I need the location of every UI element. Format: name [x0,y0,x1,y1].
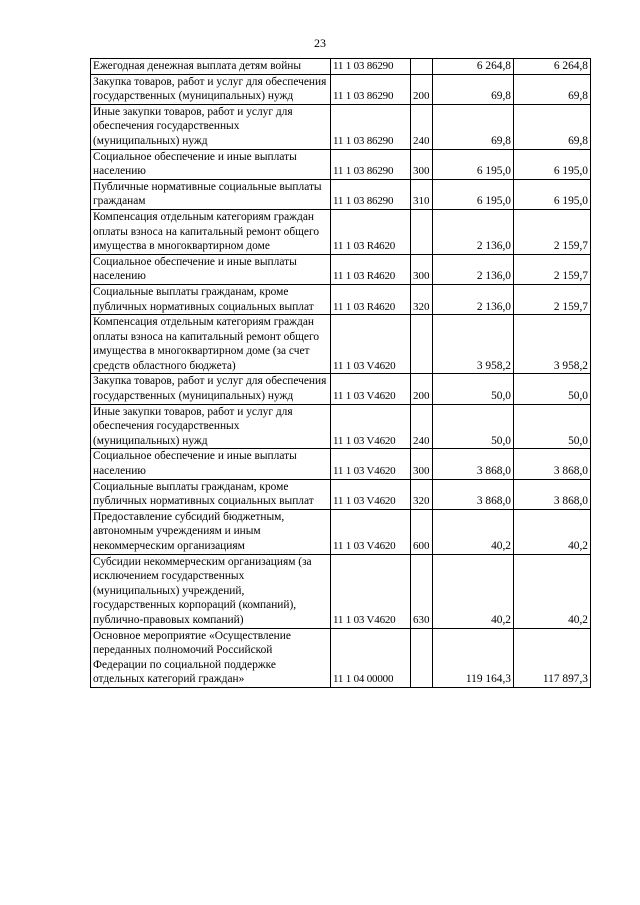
row-amount-year1-cell: 6 195,0 [433,149,514,179]
row-expense-type-cell [411,209,433,254]
row-name-cell: Иные закупки товаров, работ и услуг для обеспечения государственных (муниципальных) нужд [91,104,331,149]
table-row [91,209,591,254]
row-code-cell: 11 1 03 V4620 [331,404,411,449]
row-amount-year1-cell: 3 868,0 [433,479,514,509]
row-amount-year1-cell: 3 958,2 [433,315,514,374]
row-code-cell: 11 1 03 86290 [331,149,411,179]
table-row [91,554,591,628]
row-code-cell: 11 1 03 86290 [331,74,411,104]
table-row [91,374,591,404]
row-name-cell: Социальные выплаты гражданам, кроме публичных нормативных социальных выплат [91,479,331,509]
table-row [91,509,591,554]
row-amount-year1-cell: 2 136,0 [433,284,514,314]
table-row [91,404,591,449]
table-row [91,104,591,149]
row-name-cell: Социальное обеспечение и иные выплаты населению [91,254,331,284]
row-code-cell: 11 1 03 V4620 [331,479,411,509]
row-amount-year1-cell: 2 136,0 [433,254,514,284]
row-amount-year1-cell: 69,8 [433,104,514,149]
row-name-cell: Основное мероприятие «Осуществление переданных полномочий Российской Федерации по социальной поддержке отдельных категорий граждан» [91,628,331,687]
row-name-cell: Закупка товаров, работ и услуг для обеспечения государственных (муниципальных) нужд [91,374,331,404]
row-amount-year2-cell: 6 195,0 [514,149,591,179]
row-name-cell: Закупка товаров, работ и услуг для обеспечения государственных (муниципальных) нужд [91,74,331,104]
row-code-cell: 11 1 03 86290 [331,179,411,209]
row-name-cell: Иные закупки товаров, работ и услуг для обеспечения государственных (муниципальных) нужд [91,404,331,449]
row-amount-year1-cell: 40,2 [433,554,514,628]
row-name-cell: Публичные нормативные социальные выплаты гражданам [91,179,331,209]
row-expense-type-cell: 310 [411,179,433,209]
row-expense-type-cell: 200 [411,74,433,104]
row-expense-type-cell [411,315,433,374]
row-amount-year2-cell: 40,2 [514,554,591,628]
table-row [91,628,591,687]
budget-table-body [91,59,591,688]
row-amount-year2-cell: 69,8 [514,74,591,104]
table-row [91,254,591,284]
row-amount-year1-cell: 3 868,0 [433,449,514,479]
row-amount-year2-cell: 3 868,0 [514,479,591,509]
row-code-cell: 11 1 03 86290 [331,59,411,75]
row-amount-year2-cell: 50,0 [514,404,591,449]
row-amount-year1-cell: 69,8 [433,74,514,104]
row-name-cell: Социальные выплаты гражданам, кроме публичных нормативных социальных выплат [91,284,331,314]
row-code-cell: 11 1 03 V4620 [331,315,411,374]
row-expense-type-cell: 300 [411,254,433,284]
table-row [91,284,591,314]
row-code-cell: 11 1 03 R4620 [331,254,411,284]
row-name-cell: Предоставление субсидий бюджетным, автономным учреждениям и иным некоммерческим организациям [91,509,331,554]
row-code-cell: 11 1 03 V4620 [331,449,411,479]
row-amount-year2-cell: 40,2 [514,509,591,554]
row-expense-type-cell [411,628,433,687]
row-code-cell: 11 1 03 V4620 [331,374,411,404]
row-amount-year1-cell: 6 195,0 [433,179,514,209]
row-name-cell: Компенсация отдельным категориям граждан оплаты взноса на капитальный ремонт общего имущества в многоквартирном доме [91,209,331,254]
row-code-cell: 11 1 04 00000 [331,628,411,687]
row-amount-year1-cell: 50,0 [433,404,514,449]
table-row [91,179,591,209]
table-row [91,59,591,75]
row-amount-year1-cell: 119 164,3 [433,628,514,687]
table-row [91,149,591,179]
row-code-cell: 11 1 03 R4620 [331,209,411,254]
table-row [91,449,591,479]
row-amount-year2-cell: 50,0 [514,374,591,404]
row-code-cell: 11 1 03 86290 [331,104,411,149]
table-row [91,74,591,104]
row-amount-year1-cell: 50,0 [433,374,514,404]
row-amount-year2-cell: 2 159,7 [514,284,591,314]
row-amount-year2-cell: 6 264,8 [514,59,591,75]
row-amount-year1-cell: 2 136,0 [433,209,514,254]
row-amount-year2-cell: 2 159,7 [514,209,591,254]
row-amount-year2-cell: 117 897,3 [514,628,591,687]
row-expense-type-cell [411,59,433,75]
row-expense-type-cell: 300 [411,149,433,179]
budget-table [90,58,591,688]
row-code-cell: 11 1 03 V4620 [331,509,411,554]
row-name-cell: Компенсация отдельным категориям граждан оплаты взноса на капитальный ремонт общего имущества в многоквартирном доме (за счет средств областного бюджета) [91,315,331,374]
row-expense-type-cell: 600 [411,509,433,554]
row-amount-year2-cell: 3 868,0 [514,449,591,479]
row-amount-year2-cell: 6 195,0 [514,179,591,209]
row-amount-year1-cell: 6 264,8 [433,59,514,75]
row-amount-year1-cell: 40,2 [433,509,514,554]
row-expense-type-cell: 630 [411,554,433,628]
row-expense-type-cell: 200 [411,374,433,404]
row-expense-type-cell: 300 [411,449,433,479]
row-expense-type-cell: 240 [411,104,433,149]
row-amount-year2-cell: 2 159,7 [514,254,591,284]
row-name-cell: Социальное обеспечение и иные выплаты населению [91,149,331,179]
row-code-cell: 11 1 03 R4620 [331,284,411,314]
row-amount-year2-cell: 69,8 [514,104,591,149]
row-name-cell: Ежегодная денежная выплата детям войны [91,59,331,75]
row-name-cell: Субсидии некоммерческим организациям (за исключением государственных (муниципальных) учреждений, государственных корпораций (компаний), публично-правовых компаний) [91,554,331,628]
row-expense-type-cell: 320 [411,284,433,314]
table-row [91,315,591,374]
row-amount-year2-cell: 3 958,2 [514,315,591,374]
row-name-cell: Социальное обеспечение и иные выплаты населению [91,449,331,479]
table-row [91,479,591,509]
row-expense-type-cell: 240 [411,404,433,449]
row-code-cell: 11 1 03 V4620 [331,554,411,628]
page-number: 23 [314,36,326,50]
row-expense-type-cell: 320 [411,479,433,509]
